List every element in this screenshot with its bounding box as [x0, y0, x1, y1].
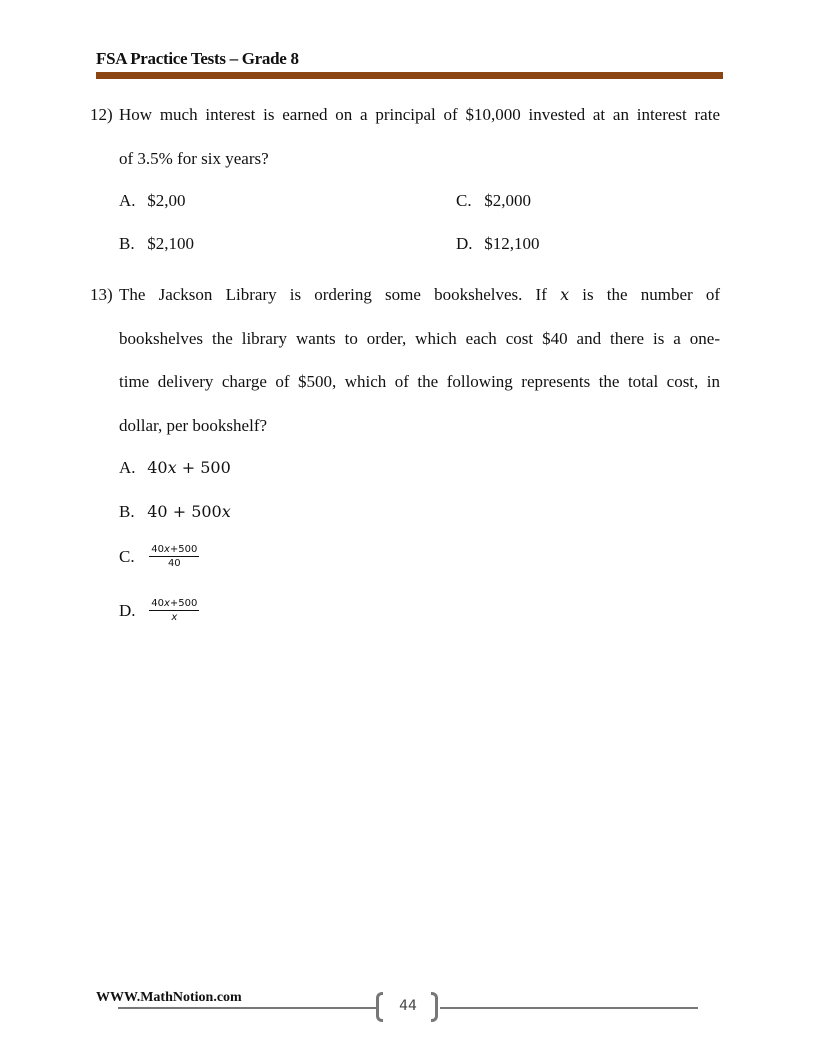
expr-part: 40 — [147, 458, 168, 477]
question-number: 13) — [90, 285, 113, 304]
question-line: of 3.5% for six years? — [119, 148, 269, 168]
expr-part: + 500 — [176, 458, 231, 477]
expr-part: +500 — [169, 544, 198, 555]
header-rule — [96, 72, 723, 79]
fraction — [149, 597, 199, 625]
choice-c — [119, 543, 199, 571]
choice-text: $12,100 — [484, 234, 540, 253]
expr-part: +500 — [169, 598, 198, 609]
variable-x: x — [167, 458, 177, 477]
footer-website: WWW.MathNotion.com — [96, 990, 242, 1005]
choice-letter: B. — [119, 502, 135, 521]
variable-x: x — [221, 502, 231, 521]
choice-letter: A. — [119, 458, 136, 477]
choice-text: $2,100 — [147, 234, 194, 253]
expr-part: 40 — [151, 598, 164, 609]
choice-letter: C. — [456, 191, 472, 210]
footer-rule-left — [118, 1007, 376, 1009]
question-text — [119, 93, 720, 180]
question-text — [119, 273, 720, 447]
header-title: FSA Practice Tests – Grade 8 — [96, 49, 299, 68]
choice-d — [456, 234, 540, 254]
question-line: time delivery charge of $500, which of the following represents the total cost, in — [119, 372, 720, 391]
choice-d — [119, 597, 199, 625]
choice-expression — [147, 502, 231, 521]
fraction-denominator: x — [171, 612, 178, 623]
variable-x: x — [560, 285, 570, 304]
footer-rule-right — [440, 1007, 698, 1009]
variable-x: x — [163, 544, 170, 555]
choice-a — [119, 191, 186, 211]
fraction-numerator — [149, 597, 199, 611]
page-number: 44 — [399, 998, 417, 1014]
question-line: dollar, per bookshelf? — [119, 415, 268, 435]
choice-b — [119, 234, 194, 254]
question-line — [119, 273, 720, 317]
question-number: 12) — [90, 105, 113, 124]
choice-expression — [147, 458, 231, 477]
choice-letter: A. — [119, 191, 136, 210]
expr-part: 40 + 500 — [147, 502, 222, 521]
question-fragment: The Jackson Library is ordering some bookshelves. If — [119, 285, 547, 304]
question-line: How much interest is earned on a principal of $10,000 invested at an interest rate — [119, 105, 720, 124]
question-fragment: is the number of — [582, 285, 721, 304]
fraction-denominator: 40 — [167, 558, 181, 569]
left-bracket-icon — [376, 992, 383, 1022]
choice-letter: D. — [456, 234, 473, 253]
choice-text: $2,000 — [484, 191, 531, 210]
expr-part: 40 — [151, 544, 164, 555]
choice-b — [119, 502, 231, 522]
fraction-numerator — [149, 543, 199, 557]
variable-x: x — [163, 598, 170, 609]
fraction — [149, 543, 199, 571]
choice-letter: B. — [119, 234, 135, 253]
choice-text: $2,00 — [147, 191, 186, 210]
question-line: bookshelves the library wants to order, which each cost $40 and there is a one- — [119, 328, 720, 348]
choice-a — [119, 458, 231, 478]
choice-letter: C. — [119, 547, 135, 566]
right-bracket-icon — [431, 992, 438, 1022]
choice-letter: D. — [119, 601, 136, 620]
choice-c — [456, 191, 531, 211]
